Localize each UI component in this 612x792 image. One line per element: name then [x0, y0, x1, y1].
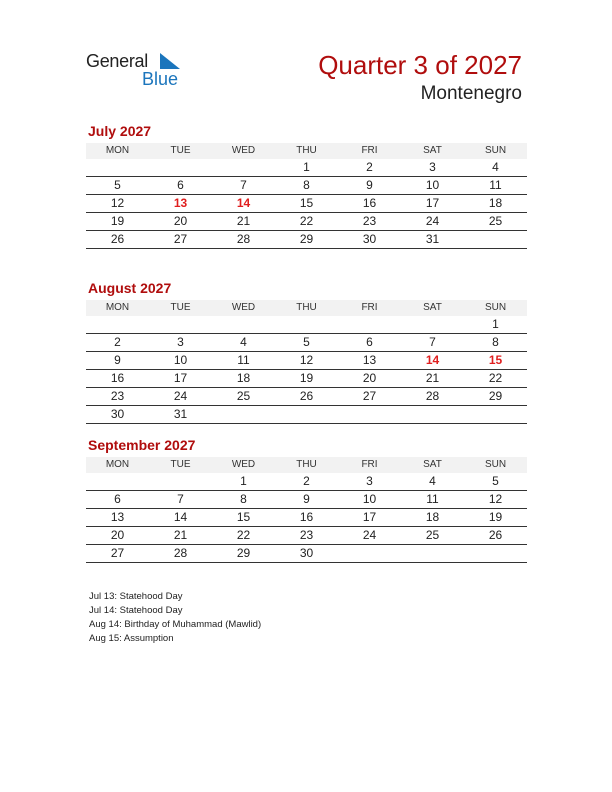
day-cell: 29 [236, 546, 251, 560]
week-row [86, 195, 527, 213]
week-row [86, 545, 527, 563]
day-cell: 23 [110, 389, 125, 403]
day-cell: 4 [240, 335, 247, 349]
day-cell: 17 [173, 371, 188, 385]
weekday-header: THU [296, 145, 317, 156]
weekday-header-row [86, 300, 527, 316]
week-row [86, 473, 527, 491]
weekday-header: SUN [484, 459, 507, 470]
empty-day-cell [86, 473, 149, 490]
day-cell: 26 [299, 389, 314, 403]
month-title: August 2027 [88, 280, 172, 296]
day-cell: 8 [240, 492, 247, 506]
empty-day-cell [149, 316, 212, 333]
day-cell: 15 [236, 510, 251, 524]
day-cell: 20 [173, 214, 188, 228]
holiday-note: Jul 13: Statehood Day [89, 591, 183, 602]
weekday-header: TUE [170, 145, 191, 156]
empty-day-cell [275, 406, 338, 423]
empty-day-cell [86, 159, 149, 176]
week-row [86, 213, 527, 231]
empty-day-cell [338, 545, 401, 562]
empty-day-cell [212, 316, 275, 333]
day-cell: 15 [299, 196, 314, 210]
empty-day-cell [275, 316, 338, 333]
day-cell: 8 [492, 335, 499, 349]
day-cell: 6 [366, 335, 373, 349]
day-cell: 28 [425, 389, 440, 403]
day-cell: 30 [299, 546, 314, 560]
day-cell: 29 [488, 389, 503, 403]
weekday-header: MON [105, 145, 130, 156]
day-cell: 7 [177, 492, 184, 506]
week-row [86, 316, 527, 334]
weekday-header: FRI [361, 459, 378, 470]
holiday-note: Aug 14: Birthday of Muhammad (Mawlid) [89, 619, 262, 630]
day-cell: 15 [488, 353, 503, 367]
week-row [86, 370, 527, 388]
week-row [86, 159, 527, 177]
day-cell: 18 [425, 510, 440, 524]
empty-day-cell [338, 406, 401, 423]
weekday-header-row [86, 457, 527, 473]
day-cell: 13 [362, 353, 377, 367]
day-cell: 25 [488, 214, 503, 228]
day-cell: 19 [488, 510, 503, 524]
day-cell: 31 [425, 232, 440, 246]
day-cell: 7 [429, 335, 436, 349]
week-row [86, 231, 527, 249]
day-cell: 8 [303, 178, 310, 192]
month-block [86, 279, 527, 424]
day-cell: 17 [362, 510, 377, 524]
day-cell: 25 [236, 389, 251, 403]
week-row [86, 527, 527, 545]
empty-day-cell [464, 231, 527, 248]
empty-day-cell [338, 316, 401, 333]
day-cell: 22 [236, 528, 251, 542]
empty-day-cell [212, 159, 275, 176]
day-cell: 12 [110, 196, 125, 210]
weekday-header: SUN [484, 145, 507, 156]
day-cell: 26 [110, 232, 125, 246]
week-row [86, 352, 527, 370]
day-cell: 12 [488, 492, 503, 506]
holiday-note: Aug 15: Assumption [89, 633, 174, 644]
day-cell: 1 [303, 160, 310, 174]
month-block [86, 122, 527, 249]
day-cell: 11 [426, 492, 439, 506]
day-cell: 29 [299, 232, 314, 246]
day-cell: 25 [425, 528, 440, 542]
month-title: July 2027 [88, 123, 152, 139]
day-cell: 14 [425, 353, 440, 367]
day-cell: 26 [488, 528, 503, 542]
page-title: Quarter 3 of 2027 [318, 50, 522, 80]
weekday-header: SUN [484, 302, 507, 313]
day-cell: 17 [425, 196, 440, 210]
day-cell: 6 [177, 178, 184, 192]
day-cell: 4 [429, 474, 436, 488]
empty-day-cell [212, 406, 275, 423]
week-row [86, 406, 527, 424]
weekday-header: SAT [423, 459, 442, 470]
day-cell: 27 [362, 389, 377, 403]
weekday-header: WED [231, 302, 256, 313]
day-cell: 7 [240, 178, 247, 192]
day-cell: 6 [114, 492, 121, 506]
holiday-notes [89, 590, 261, 646]
day-cell: 5 [492, 474, 499, 488]
day-cell: 3 [366, 474, 373, 488]
month-title: September 2027 [88, 437, 196, 453]
day-cell: 9 [303, 492, 310, 506]
day-cell: 31 [173, 407, 188, 421]
weekday-header: SAT [423, 302, 442, 313]
day-cell: 10 [173, 353, 188, 367]
day-cell: 20 [110, 528, 125, 542]
day-cell: 2 [303, 474, 310, 488]
day-cell: 11 [237, 353, 250, 367]
empty-day-cell [401, 545, 464, 562]
empty-day-cell [86, 316, 149, 333]
day-cell: 9 [114, 353, 121, 367]
logo-general-text: General [86, 51, 148, 71]
day-cell: 12 [299, 353, 314, 367]
holiday-note: Jul 14: Statehood Day [89, 605, 183, 616]
day-cell: 16 [299, 510, 314, 524]
weekday-header: MON [105, 459, 130, 470]
day-cell: 11 [489, 178, 502, 192]
weekday-header: TUE [170, 459, 191, 470]
empty-day-cell [149, 473, 212, 490]
day-cell: 3 [177, 335, 184, 349]
weekday-header: FRI [361, 302, 378, 313]
weekday-header: WED [231, 145, 256, 156]
day-cell: 28 [173, 546, 188, 560]
day-cell: 10 [362, 492, 377, 506]
week-row [86, 334, 527, 352]
logo [86, 51, 196, 91]
day-cell: 28 [236, 232, 251, 246]
day-cell: 5 [303, 335, 310, 349]
day-cell: 18 [236, 371, 251, 385]
day-cell: 22 [488, 371, 503, 385]
empty-day-cell [401, 406, 464, 423]
day-cell: 13 [173, 196, 188, 210]
weekday-header: THU [296, 302, 317, 313]
weekday-header: WED [231, 459, 256, 470]
day-cell: 10 [425, 178, 440, 192]
weekday-header: SAT [423, 145, 442, 156]
weekday-header: THU [296, 459, 317, 470]
day-cell: 14 [236, 196, 251, 210]
day-cell: 5 [114, 178, 121, 192]
day-cell: 20 [362, 371, 377, 385]
day-cell: 22 [299, 214, 314, 228]
empty-day-cell [464, 545, 527, 562]
weekday-header: FRI [361, 145, 378, 156]
weekday-header-row [86, 143, 527, 159]
country-name: Montenegro [420, 83, 522, 104]
weekday-header: TUE [170, 302, 191, 313]
day-cell: 3 [429, 160, 436, 174]
day-cell: 13 [110, 510, 125, 524]
day-cell: 30 [362, 232, 377, 246]
day-cell: 2 [114, 335, 121, 349]
day-cell: 24 [425, 214, 440, 228]
month-block [86, 436, 527, 563]
day-cell: 16 [362, 196, 377, 210]
week-row [86, 509, 527, 527]
empty-day-cell [149, 159, 212, 176]
day-cell: 4 [492, 160, 499, 174]
day-cell: 9 [366, 178, 373, 192]
day-cell: 30 [110, 407, 125, 421]
day-cell: 16 [110, 371, 125, 385]
day-cell: 14 [173, 510, 188, 524]
day-cell: 23 [362, 214, 377, 228]
day-cell: 19 [110, 214, 125, 228]
week-row [86, 491, 527, 509]
day-cell: 23 [299, 528, 314, 542]
day-cell: 27 [173, 232, 188, 246]
day-cell: 24 [173, 389, 188, 403]
empty-day-cell [401, 316, 464, 333]
day-cell: 21 [236, 214, 251, 228]
day-cell: 21 [173, 528, 188, 542]
day-cell: 21 [425, 371, 440, 385]
day-cell: 2 [366, 160, 373, 174]
day-cell: 1 [492, 317, 499, 331]
day-cell: 1 [240, 474, 247, 488]
day-cell: 18 [488, 196, 503, 210]
logo-blue-text: Blue [142, 69, 179, 89]
week-row [86, 177, 527, 195]
day-cell: 27 [110, 546, 125, 560]
day-cell: 24 [362, 528, 377, 542]
week-row [86, 388, 527, 406]
weekday-header: MON [105, 302, 130, 313]
empty-day-cell [464, 406, 527, 423]
day-cell: 19 [299, 371, 314, 385]
